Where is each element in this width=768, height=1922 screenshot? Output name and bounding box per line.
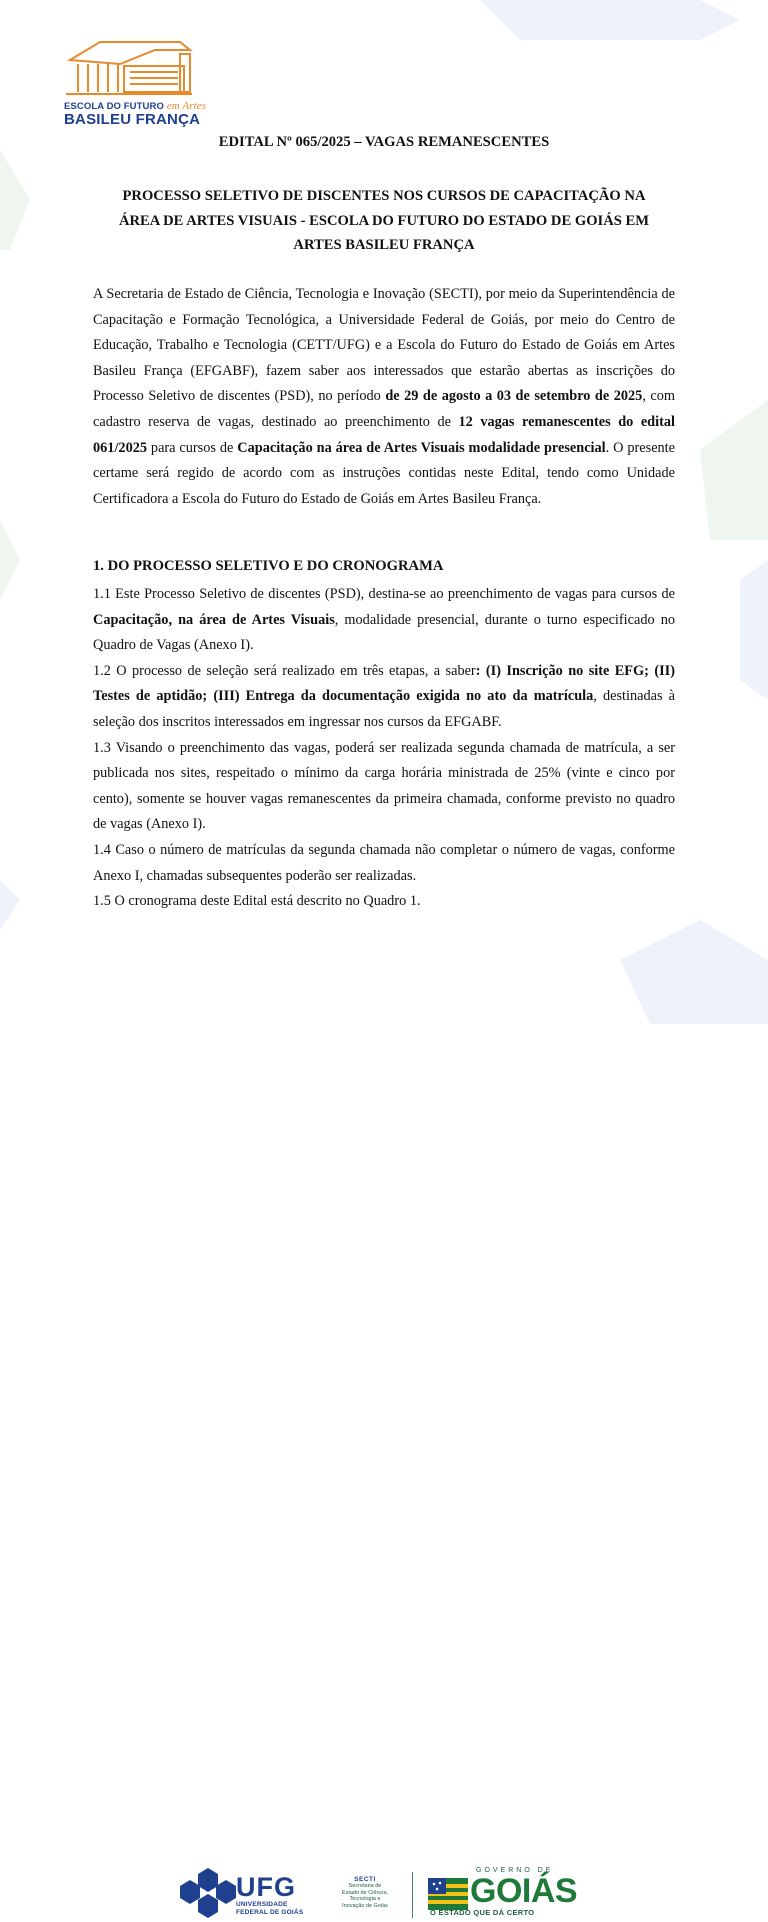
ufg-wordmark: UFG	[236, 1872, 296, 1902]
intro-paragraph	[93, 282, 675, 512]
section-title: 1. DO PROCESSO SELETIVO E DO CRONOGRAMA	[93, 558, 444, 574]
subtitle-line: PROCESSO SELETIVO DE DISCENTES NOS CURSOS DE CAPACITAÇÃO NA	[122, 188, 646, 204]
goias-government-logo	[430, 1867, 578, 1917]
logo-line1: ESCOLA DO FUTURO em Artes	[64, 100, 207, 112]
goias-slogan: O ESTADO QUE DÁ CERTO	[430, 1908, 535, 1917]
text-run: 1.5 O cronograma deste Edital está descrito no Quadro 1.	[93, 893, 421, 910]
footer-divider	[412, 1872, 413, 1918]
subtitle-line: ÁREA DE ARTES VISUAIS - ESCOLA DO FUTURO DO ESTADO DE GOIÁS EM	[118, 212, 650, 229]
logo-line2: BASILEU FRANÇA	[64, 111, 201, 128]
subtitle-line: ARTES BASILEU FRANÇA	[293, 237, 475, 254]
text-run: para cursos de	[147, 439, 238, 456]
ufg-caption: UNIVERSIDADE	[236, 1901, 288, 1908]
text-run: 1.2 O processo de seleção será realizado em três etapas, a saber	[93, 662, 476, 679]
secti-wordmark: SECTI	[354, 1876, 376, 1883]
bold-text-run: de 29 de agosto a 03 de setembro de 2025	[385, 388, 643, 405]
section-item	[93, 582, 675, 659]
ufg-caption: FEDERAL DE GOIÁS	[236, 1909, 304, 1916]
footer-logos	[0, 930, 768, 1917]
text-run: , destinadas à seleção dos inscritos interessados em ingressar nos cursos da EFGABF.	[93, 688, 676, 730]
section-item	[93, 889, 675, 915]
text-run: 1.3 Visando o preenchimento das vagas, poderá ser realizada segunda chamada de matrícula, a ser publicada nos sites, respeitado o mínimo da carga horária ministrada de 25% (vinte e cinco por cento), somente se houver vagas remanescentes da primeira chamada, conforme previsto no quadro de vagas (Anexo I).	[93, 739, 675, 833]
secti-logo	[332, 1876, 398, 1909]
section-item	[93, 659, 675, 736]
escola-do-futuro-logo	[60, 30, 207, 130]
goias-wordmark: GOIÁS	[470, 1872, 578, 1910]
text-run: 1.4 Caso o número de matrículas da segunda chamada não completar o número de vagas, conforme Anexo I, chamadas subsequentes poderão ser realizadas.	[93, 841, 675, 884]
text-run: , modalidade presencial, durante o turno especificado no Quadro de Vagas (Anexo I).	[93, 611, 675, 654]
section-item	[93, 736, 675, 838]
ufg-logo-text	[236, 1874, 303, 1917]
bold-text-run: : (I) Inscrição no site EFG; (II) Testes de aptidão; (III) Entrega da documentação exigida no ato da matrícula	[93, 662, 675, 705]
secti-caption: Estado de Ciência,	[341, 1889, 389, 1896]
bold-text-run: Capacitação na área de Artes Visuais modalidade presencial	[237, 439, 606, 456]
goias-top-caption: GOVERNO DE	[476, 1867, 554, 1874]
text-run: . O presente certame será regido de acordo com as instruções contidas neste Edital, tendo como Unidade Certificadora a Escola do Futuro do Estado de Goiás em Artes Basileu França.	[93, 439, 676, 507]
ufg-hexagon-logo-icon	[178, 1866, 238, 1922]
section-body	[93, 582, 675, 915]
document-title: EDITAL Nº 065/2025 – VAGAS REMANESCENTES	[218, 134, 550, 150]
bold-text-run: 12 vagas remanescentes do edital 061/2025	[93, 413, 675, 456]
section-item	[93, 838, 675, 889]
document-subtitle	[100, 184, 668, 258]
text-run: 1.1 Este Processo Seletivo de discentes (PSD), destina-se ao preenchimento de vagas para cursos de	[93, 586, 675, 602]
secti-caption: Inovação de Goiás	[342, 1902, 388, 1909]
secti-caption: Secretaria de	[348, 1883, 382, 1889]
building-logo-icon	[60, 30, 200, 100]
text-run: , com cadastro reserva de vagas, destinado ao preenchimento de	[93, 388, 675, 430]
bold-text-run: Capacitação, na área de Artes Visuais	[93, 611, 335, 628]
text-run: A Secretaria de Estado de Ciência, Tecnologia e Inovação (SECTI), por meio da Superintendência de Capacitação e Formação Tecnológica, a Universidade Federal de Goiás, por meio do Centro de Educação, Trabalho e Tecnologia (CETT/UFG) e a Escola do Futuro do Estado de Goiás em Artes Basileu França (EFGABF), fazem saber aos interessados que estarão abertas as inscrições do Processo Seletivo de discentes (PSD), no período	[93, 286, 675, 405]
secti-caption: Tecnologia e	[349, 1896, 381, 1902]
